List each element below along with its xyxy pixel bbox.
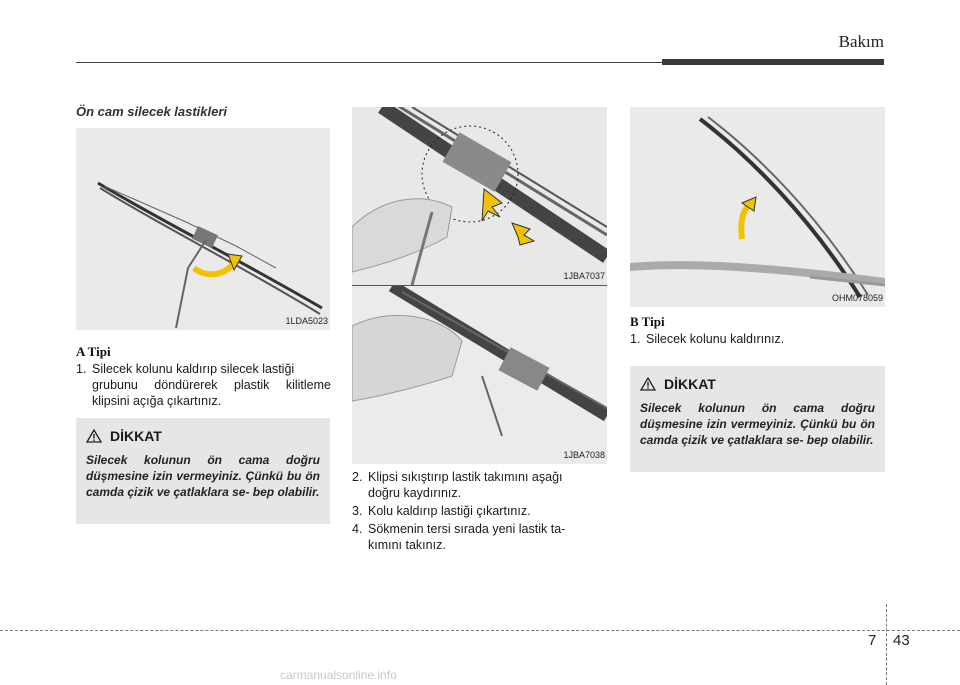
step-text: Klipsi sıkıştırıp lastik takımını aşağı — [368, 470, 563, 484]
chapter-number: 7 — [868, 632, 877, 649]
section-title: Ön cam silecek lastikleri — [76, 104, 228, 119]
image-code-3: 1JBA7038 — [563, 450, 605, 460]
step-text-continued: doğru kaydırınız. — [368, 486, 462, 500]
warning-text: Silecek kolunun ön cama doğru düşmesine izin vermeyiniz. Çünkü bu ön camda çizik ve çatlaklara se- bep olabilir. — [640, 401, 875, 447]
clip-closeup-illustration — [352, 107, 607, 285]
step-2 — [352, 469, 607, 501]
header-title: Bakım — [838, 32, 884, 51]
warning-icon — [640, 377, 656, 391]
type-a-label: A Tipi — [76, 344, 111, 359]
step-text-continued: grubunu döndürerek plastik kilitleme klipsini açığa çıkartınız. — [92, 378, 331, 408]
warning-box-left — [76, 418, 330, 524]
footer-dashed-divider — [886, 604, 887, 685]
wiper-type-b-illustration — [630, 107, 885, 307]
footer-dashed-rule — [0, 630, 960, 631]
type-a-step-1 — [76, 361, 331, 409]
clip-closeup-drawing — [352, 107, 607, 285]
type-b-step-1 — [630, 331, 885, 347]
image-code-4: OHM078059 — [831, 293, 883, 303]
step-4 — [352, 521, 607, 553]
step-text-continued: kımını takınız. — [368, 538, 446, 552]
wiper-type-a-drawing — [76, 128, 330, 330]
step-text: Silecek kolunu kaldırınız. — [646, 332, 785, 346]
step-3 — [352, 503, 607, 519]
warning-title — [640, 376, 716, 392]
warning-icon — [86, 429, 102, 443]
warning-title-text: DİKKAT — [110, 428, 162, 444]
warning-text: Silecek kolunun ön cama doğru düşmesine izin vermeyiniz. Çünkü bu ön camda çizik ve çatlaklara se- bep olabilir. — [86, 453, 320, 499]
step-text: Silecek kolunu kaldırıp silecek lastiği — [92, 362, 295, 376]
image-code-1: 1LDA5023 — [285, 316, 328, 326]
step-number: 1. — [630, 332, 641, 346]
header-rule-thick — [662, 59, 884, 65]
header-rule-thin — [76, 62, 662, 63]
step-text: Kolu kaldırıp lastiği çıkartınız. — [368, 504, 531, 518]
step-number: 3. — [352, 504, 363, 518]
step-number: 1. — [76, 362, 87, 376]
type-b-label: B Tipi — [630, 314, 665, 329]
wiper-type-a-illustration — [76, 128, 330, 330]
warning-box-right — [630, 366, 885, 472]
watermark: carmanualsonline.info — [280, 668, 397, 682]
blade-removal-illustration — [352, 286, 607, 464]
wiper-type-b-drawing — [630, 107, 885, 307]
blade-removal-drawing — [352, 286, 607, 464]
step-text: Sökmenin tersi sırada yeni lastik ta- — [368, 522, 566, 536]
step-number: 4. — [352, 522, 363, 536]
image-code-2: 1JBA7037 — [563, 271, 605, 281]
warning-title — [86, 428, 162, 444]
warning-title-text: DİKKAT — [664, 376, 716, 392]
step-number: 2. — [352, 470, 363, 484]
page-number: 43 — [893, 632, 910, 649]
